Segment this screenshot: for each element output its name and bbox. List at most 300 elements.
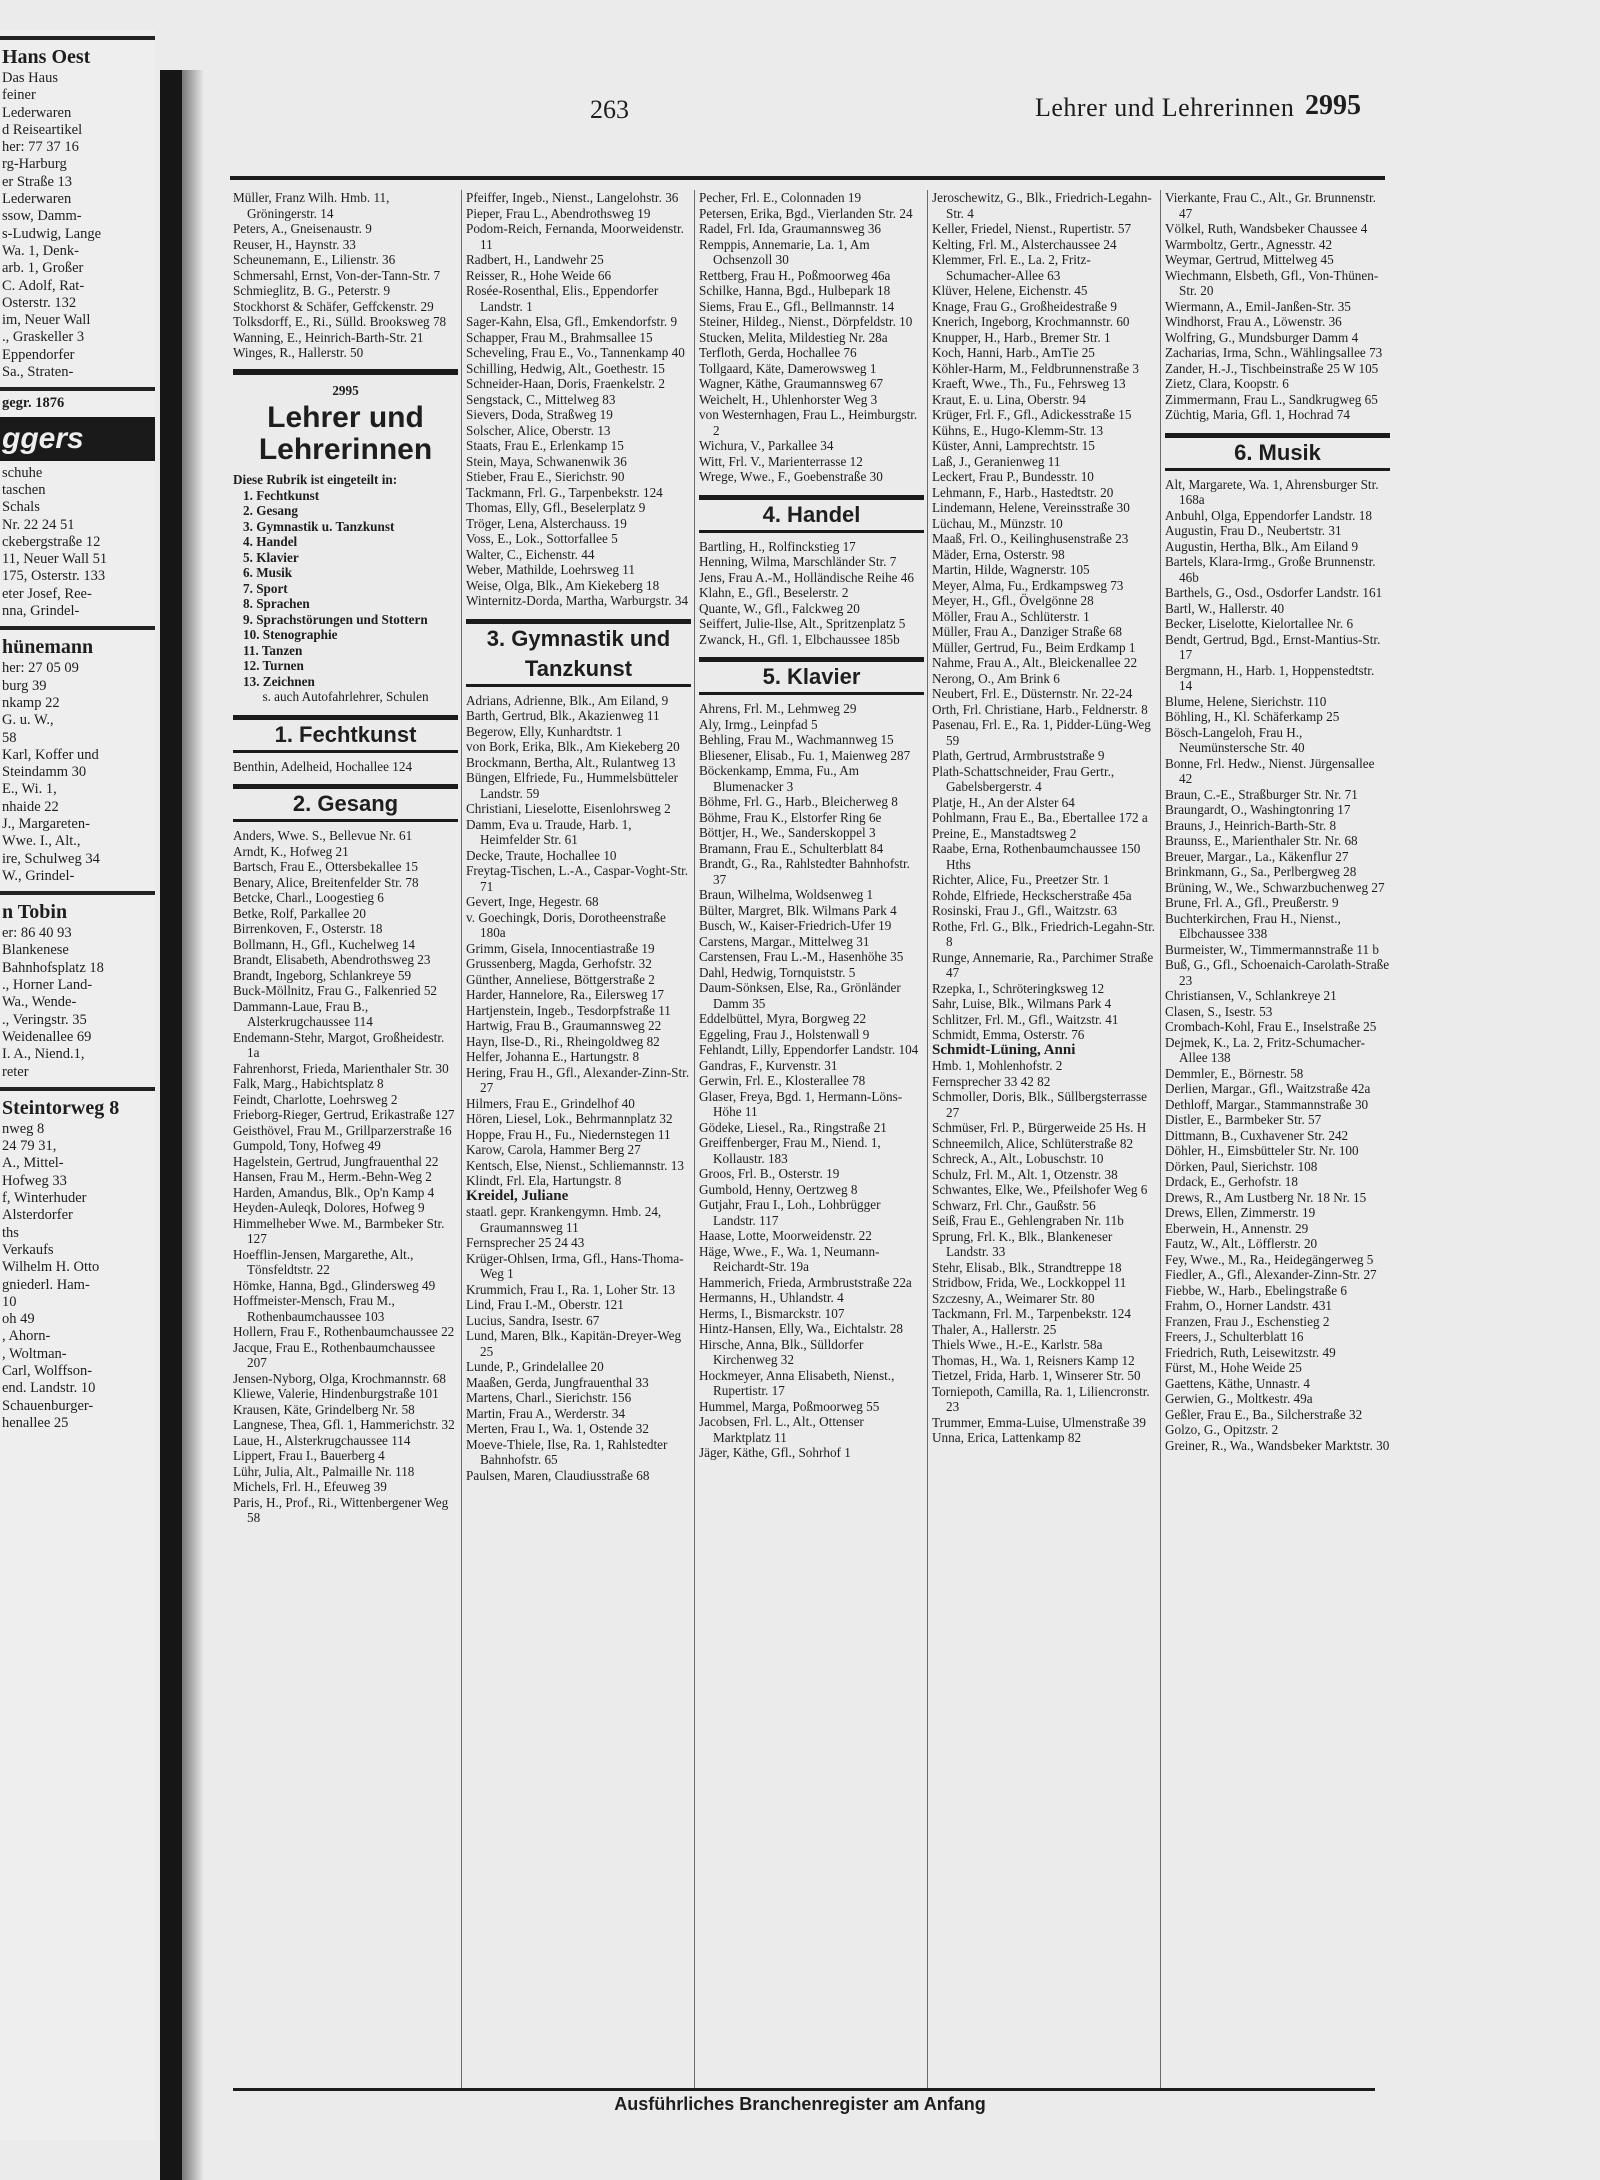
previous-page-line: Steindamm 30 [2, 764, 87, 781]
directory-entry: Gerwien, G., Moltkestr. 49a [1165, 1391, 1313, 1406]
previous-page-line: er Straße 13 [2, 173, 73, 190]
rubric-item: 2. Gesang [243, 503, 298, 518]
directory-entry: Stucken, Melita, Mildestieg Nr. 28a [699, 329, 888, 345]
previous-page-line: , Woltman- [2, 1345, 67, 1362]
directory-entry: Hmb. 1, Mohlenhofstr. 2 [932, 1058, 1063, 1073]
directory-entry: Fahrenhorst, Frieda, Marienthaler Str. 30 [233, 1060, 449, 1076]
previous-page-line: C. Adolf, Rat- [2, 277, 85, 294]
directory-entry: Sager-Kahn, Elsa, Gfl., Emkendorfstr. 9 [466, 314, 678, 329]
directory-entry: Stein, Maya, Schwanenwik 36 [466, 453, 627, 469]
directory-entry: Braunss, E., Marienthaler Str. Nr. 68 [1165, 833, 1358, 848]
directory-entry: Lühr, Julia, Alt., Palmaille Nr. 118 [233, 1463, 415, 1479]
directory-entry: Möller, Frau A., Schlüterstr. 1 [932, 608, 1090, 624]
directory-entry: Krüger-Ohlsen, Irma, Gfl., Hans-Thoma-Weg 1 [466, 1250, 684, 1281]
directory-entry: Jeroschewitz, G., Blk., Friedrich-Legahn-Str. 4 [932, 190, 1152, 221]
entry-list [699, 190, 924, 485]
directory-entry: Himmelheber Wwe. M., Barmbeker Str. 127 [233, 1215, 445, 1246]
directory-entry: Knupper, H., Harb., Bremer Str. 1 [932, 329, 1111, 345]
directory-entry: Maaß, Frl. O., Keilinghusenstraße 23 [932, 531, 1129, 546]
directory-entry: Jacque, Frau E., Rothenbaumchaussee 207 [233, 1339, 436, 1370]
directory-entry: Wiechmann, Elsbeth, Gfl., Von-Thünen-Str. 20 [1165, 267, 1379, 298]
directory-entry: Fürst, M., Hohe Weide 25 [1165, 1360, 1302, 1375]
directory-entry: Distler, E., Barmbeker Str. 57 [1165, 1112, 1322, 1127]
directory-entry: Franzen, Frau J., Eschenstieg 2 [1165, 1313, 1330, 1329]
directory-entry: Brandt, Elisabeth, Abendrothsweg 23 [233, 952, 431, 967]
column-divider [461, 190, 462, 2090]
directory-entry: Döhler, H., Eimsbütteler Str. Nr. 100 [1165, 1143, 1359, 1158]
directory-entry: Wolfring, G., Mundsburger Damm 4 [1165, 329, 1359, 345]
directory-entry: Kelting, Frl. M., Alsterchaussee 24 [932, 236, 1117, 252]
directory-entry: Gerwin, Frl. E., Klosterallee 78 [699, 1073, 866, 1088]
directory-entry: Karow, Carola, Hammer Berg 27 [466, 1142, 641, 1157]
directory-entry: Brüning, W., We., Schwarzbuchenweg 27 [1165, 879, 1385, 895]
previous-page-line: ire, Schulweg 34 [2, 850, 100, 867]
previous-page-line: ths [2, 1224, 19, 1241]
directory-entry: Müller, Gertrud, Fu., Beim Erdkamp 1 [932, 639, 1136, 655]
directory-entry: Brandt, G., Ra., Rahlstedter Bahnhofstr. 37 [699, 856, 910, 887]
footer-rule [233, 2088, 1375, 2091]
directory-entry: Merten, Frau I., Wa. 1, Ostende 32 [466, 1421, 649, 1436]
directory-entry: Anders, Wwe. S., Bellevue Nr. 61 [233, 828, 413, 843]
directory-entry: Hirsche, Anna, Blk., Sülldorfer Kirchenweg 32 [699, 1336, 864, 1367]
directory-entry: Golzo, G., Opitzstr. 2 [1165, 1422, 1279, 1437]
directory-entry: Lund, Maren, Blk., Kapitän-Dreyer-Weg 25 [466, 1328, 682, 1359]
previous-page-line: ., Graskeller 3 [2, 329, 85, 346]
previous-page-line: hünemann [2, 636, 94, 659]
previous-page-line: reter [2, 1063, 29, 1080]
column-5 [1165, 190, 1390, 2090]
previous-page-line: ., Horner Land- [2, 977, 93, 994]
previous-page-line: end. Landstr. 10 [2, 1380, 96, 1397]
directory-entry: Hartwig, Frau B., Graumannsweg 22 [466, 1018, 662, 1033]
directory-entry: Brandt, Ingeborg, Schlankreye 59 [233, 967, 412, 983]
directory-entry: Sahr, Luise, Blk., Wilmans Park 4 [932, 996, 1112, 1011]
directory-entry: Orth, Frl. Christiane, Harb., Feldnerstr. 8 [932, 701, 1148, 717]
directory-entry: Dahl, Hedwig, Tornquiststr. 5 [699, 964, 856, 980]
directory-entry: Winges, R., Hallerstr. 50 [233, 345, 364, 360]
directory-entry: Völkel, Ruth, Wandsbeker Chaussee 4 [1165, 221, 1368, 236]
directory-entry: Schmüser, Frl. P., Bürgerweide 25 Hs. H [932, 1120, 1147, 1135]
directory-entry: Moeve-Thiele, Ilse, Ra. 1, Rahlstedter Bahnhofstr. 65 [466, 1436, 668, 1467]
previous-page-line: 58 [2, 729, 17, 746]
directory-entry: Tackmann, Frl. M., Tarpenbekstr. 124 [932, 1306, 1131, 1321]
directory-entry: Thomas, H., Wa. 1, Reisners Kamp 12 [932, 1352, 1135, 1368]
directory-entry: Jensen-Nyborg, Olga, Krochmannstr. 68 [233, 1370, 446, 1386]
column-1 [233, 190, 458, 2090]
directory-entry: Geisthövel, Frau M., Grillparzerstraße 16 [233, 1122, 452, 1138]
directory-entry: Solscher, Alice, Oberstr. 13 [466, 422, 611, 438]
directory-entry: Eddelbüttel, Myra, Borgweg 22 [699, 1011, 867, 1026]
directory-entry: Stieber, Frau E., Sierichstr. 90 [466, 469, 625, 484]
directory-entry: Hintz-Hansen, Elly, Wa., Eichtalstr. 28 [699, 1321, 904, 1336]
previous-page-line: Hans Oest [2, 46, 91, 68]
directory-entry: Hansen, Frau M., Herm.-Behn-Weg 2 [233, 1169, 432, 1184]
directory-entry: Lind, Frau I.-M., Oberstr. 121 [466, 1297, 624, 1312]
ad-box-rule [0, 36, 155, 40]
directory-entry: Schmidt, Emma, Osterstr. 76 [932, 1027, 1085, 1042]
directory-entry: Gaettens, Käthe, Unnastr. 4 [1165, 1375, 1311, 1391]
directory-entry: Tietzel, Frida, Harb. 1, Winserer Str. 50 [932, 1368, 1141, 1383]
directory-entry: Stehr, Elisab., Blk., Strandtreppe 18 [932, 1259, 1122, 1275]
rubric-item: 4. Handel [243, 534, 298, 549]
previous-page-line: her: 27 05 09 [2, 660, 79, 677]
directory-entry: Dethloff, Margar., Stammannstraße 30 [1165, 1096, 1369, 1112]
directory-entry: Dejmek, K., La. 2, Fritz-Schumacher-Allee 138 [1165, 1034, 1366, 1065]
directory-entry: Bartsch, Frau E., Ottersbekallee 15 [233, 859, 418, 874]
directory-entry: Plath, Gertrud, Armbruststraße 9 [932, 748, 1105, 763]
directory-entry: Bendt, Gertrud, Bgd., Ernst-Mantius-Str. 17 [1165, 631, 1381, 662]
previous-page-line: Hofweg 33 [2, 1172, 67, 1189]
directory-entry: Bösch-Langeloh, Frau H., Neumünstersche Str. 40 [1165, 724, 1305, 755]
directory-entry: Gandras, F., Kurvenstr. 31 [699, 1057, 838, 1073]
directory-entry: Böttjer, H., We., Sanderskoppel 3 [699, 825, 876, 840]
directory-entry: Kraut, E. u. Lina, Oberstr. 94 [932, 391, 1086, 407]
directory-entry: Gumpold, Tony, Hofweg 49 [233, 1138, 381, 1153]
previous-page-line: arb. 1, Großer [2, 260, 84, 277]
previous-page-line: s-Ludwig, Lange [2, 225, 102, 242]
previous-page-line: her: 77 37 16 [2, 139, 79, 156]
entry-list [233, 828, 458, 1526]
directory-entry: Klemmer, Frl. E., La. 2, Fritz-Schumacher-Allee 63 [932, 252, 1091, 283]
directory-entry: Rzepka, I., Schröteringksweg 12 [932, 980, 1105, 996]
directory-entry: Böckenkamp, Emma, Fu., Am Blumenacker 3 [699, 763, 860, 794]
directory-entry: Grimm, Gisela, Innocentiastraße 19 [466, 940, 655, 956]
previous-page-line: Carl, Wolffson- [2, 1363, 93, 1379]
gutter-shadow [182, 70, 204, 2180]
ad-box-rule [0, 891, 155, 895]
directory-entry: Scheveling, Frau E., Vo., Tannenkamp 40 [466, 345, 685, 360]
previous-page-line: Nr. 22 24 51 [2, 516, 75, 533]
directory-entry: Maaßen, Gerda, Jungfrauenthal 33 [466, 1374, 649, 1390]
directory-entry: Paulsen, Maren, Claudiusstraße 68 [466, 1467, 650, 1483]
directory-entry: Unna, Erica, Lattenkamp 82 [932, 1430, 1082, 1445]
section-klavier: 5. Klavier [699, 657, 924, 695]
directory-entry: Braun, C.-E., Straßburger Str. Nr. 71 [1165, 786, 1358, 802]
directory-entry: Burmeister, W., Timmermannstraße 11 b [1165, 941, 1379, 957]
directory-entry: Hartjenstein, Ingeb., Tesdorpfstraße 11 [466, 1002, 671, 1018]
directory-entry: Trummer, Emma-Luise, Ulmenstraße 39 [932, 1414, 1146, 1430]
directory-entry: Winternitz-Dorda, Martha, Warburgstr. 34 [466, 593, 689, 608]
previous-page-line: I. A., Niend.1, [2, 1046, 85, 1063]
directory-entry: Langnese, Thea, Gfl. 1, Hammerichstr. 32 [233, 1417, 455, 1432]
directory-entry: Dittmann, B., Cuxhavener Str. 242 [1165, 1127, 1349, 1143]
previous-page-line: 175, Osterstr. 133 [2, 568, 106, 585]
directory-entry: Siems, Frau E., Gfl., Bellmannstr. 14 [699, 298, 895, 314]
directory-entry: Hummel, Marga, Poßmoorweg 55 [699, 1398, 880, 1414]
directory-entry: Richter, Alice, Fu., Preetzer Str. 1 [932, 872, 1110, 887]
previous-page-line: schuhe [2, 464, 43, 481]
directory-entry: Fernsprecher 33 42 82 [932, 1073, 1051, 1089]
header-rule [230, 176, 1385, 180]
directory-entry: Anbuhl, Olga, Eppendorfer Landstr. 18 [1165, 507, 1372, 523]
directory-entry: Groos, Frl. B., Osterstr. 19 [699, 1166, 840, 1181]
directory-entry: Harden, Amandus, Blk., Op'n Kamp 4 [233, 1184, 435, 1200]
directory-entry: Heyden-Auleqk, Dolores, Hofweg 9 [233, 1200, 425, 1215]
directory-entry: Zwanck, H., Gfl. 1, Elbchaussee 185b [699, 631, 900, 647]
directory-entry: Krausen, Käte, Grindelberg Nr. 58 [233, 1401, 415, 1417]
previous-page-line: J., Margareten- [2, 815, 90, 832]
directory-entry: Rettberg, Frau H., Poßmoorweg 46a [699, 267, 891, 283]
directory-entry: Rohde, Elfriede, Heckscherstraße 45a [932, 887, 1132, 903]
directory-entry: Meyer, H., Gfl., Övelgönne 28 [932, 593, 1094, 608]
directory-entry: Müller, Frau A., Danziger Straße 68 [932, 624, 1122, 639]
previous-page-line: A., Mittel- [2, 1155, 64, 1172]
directory-entry: Tollgaard, Käte, Damerowsweg 1 [699, 360, 877, 376]
directory-entry: Rothe, Frl. G., Blk., Friedrich-Legahn-Str. 8 [932, 918, 1156, 949]
directory-entry: Lucius, Sandra, Isestr. 67 [466, 1312, 600, 1328]
directory-entry: Begerow, Elly, Kunhardtstr. 1 [466, 723, 623, 739]
directory-entry: Buß, G., Gfl., Schoenaich-Carolath-Straße 23 [1165, 957, 1390, 988]
directory-entry: Podom-Reich, Fernanda, Moorweidenstr. 11 [466, 221, 684, 252]
previous-page-line: 24 79 31, [2, 1138, 57, 1155]
directory-entry: Bartels, Klara-Irmg., Große Brunnenstr. 46b [1165, 554, 1376, 585]
directory-entry: Zietz, Clara, Koopstr. 6 [1165, 376, 1289, 391]
previous-page-line: nna, Grindel- [2, 603, 80, 620]
directory-entry: Schmieglitz, B. G., Peterstr. 9 [233, 283, 391, 298]
directory-entry: Betke, Rolf, Parkallee 20 [233, 905, 366, 921]
directory-entry: Martens, Charl., Sierichstr. 156 [466, 1390, 632, 1405]
column-divider [1160, 190, 1161, 2090]
directory-entry: Bergmann, H., Harb. 1, Hoppenstedtstr. 14 [1165, 662, 1375, 693]
previous-page-line: Lederwaren [2, 191, 72, 208]
directory-entry: Endemann-Stehr, Margot, Großheidestr. 1a [233, 1029, 445, 1060]
directory-entry: Augustin, Frau D., Neubertstr. 31 [1165, 523, 1342, 538]
previous-page-line: G. u. W., [2, 712, 54, 729]
directory-entry: Fautz, W., Alt., Löfflerstr. 20 [1165, 1236, 1318, 1251]
directory-entry: Eggeling, Frau J., Holstenwall 9 [699, 1026, 870, 1042]
directory-entry: Schwantes, Elke, We., Pfeilshofer Weg 6 [932, 1182, 1148, 1197]
previous-page-line: Wilhelm H. Otto [2, 1259, 100, 1276]
directory-entry: Kliewe, Valerie, Hindenburgstraße 101 [233, 1386, 439, 1401]
directory-entry: Raabe, Erna, Rothenbaumchaussee 150 Hths [932, 841, 1141, 872]
divider [233, 369, 458, 375]
directory-entry: Hilmers, Frau E., Grindelhof 40 [466, 1095, 635, 1111]
previous-page-line: Blankenese [2, 942, 69, 959]
column-divider [927, 190, 928, 2090]
directory-entry: Schapper, Frau M., Brahmsallee 15 [466, 329, 653, 345]
directory-entry: Martin, Hilde, Wagnerstr. 105 [932, 562, 1090, 577]
directory-entry: Michels, Frl. H., Efeuweg 39 [233, 1479, 387, 1494]
directory-entry: Brinkmann, G., Sa., Perlbergweg 28 [1165, 864, 1357, 879]
directory-entry: Weymar, Gertrud, Mittelweg 45 [1165, 252, 1334, 267]
see-also: s. auch Autofahrlehrer, Schulen [262, 689, 429, 704]
directory-entry: Schulz, Frl. M., Alt. 1, Otzenstr. 38 [932, 1166, 1118, 1182]
directory-entry: Pfeiffer, Ingeb., Nienst., Langelohstr. 36 [466, 190, 679, 205]
directory-entry: Helfer, Johanna E., Hartungstr. 8 [466, 1049, 640, 1064]
column-3 [699, 190, 924, 2090]
previous-page-line: gegr. 1876 [2, 395, 65, 412]
directory-entry: Köhler-Harm, M., Feldbrunnenstraße 3 [932, 360, 1140, 376]
directory-entry: Schmersahl, Ernst, Von-der-Tann-Str. 7 [233, 267, 441, 283]
directory-entry: Greiffenberger, Frau M., Niend. 1, Kollaustr. 183 [699, 1135, 881, 1166]
directory-entry: Schilling, Hedwig, Alt., Goethestr. 15 [466, 360, 665, 376]
directory-entry: Weise, Olga, Blk., Am Kiekeberg 18 [466, 577, 660, 593]
directory-entry: Klahn, E., Gfl., Beselerstr. 2 [699, 585, 849, 600]
directory-entry: Martin, Frau A., Werderstr. 34 [466, 1405, 626, 1421]
directory-entry: Platje, H., An der Alster 64 [932, 794, 1075, 810]
directory-entry: Walter, C., Eichenstr. 44 [466, 546, 595, 562]
previous-page-line: Eppendorfer [2, 346, 75, 363]
directory-entry: von Westernhagen, Frau L., Heimburgstr. 2 [699, 407, 918, 438]
previous-page-line: ggers [0, 417, 155, 461]
previous-page-fragment [0, 30, 155, 2140]
directory-entry: Bülter, Margret, Blk. Wilmans Park 4 [699, 902, 897, 918]
directory-entry: Carstensen, Frau L.-M., Hasenhöhe 35 [699, 949, 904, 964]
previous-page-line: Lederwaren [2, 104, 72, 121]
rubric-code-box: 2995 [332, 382, 359, 398]
page-title: Lehrer und Lehrerinnen [1035, 93, 1295, 122]
directory-entry: Neubert, Frl. E., Düsternstr. Nr. 22-24 [932, 686, 1133, 701]
directory-entry: Szczesny, A., Weimarer Str. 80 [932, 1290, 1095, 1306]
directory-entry: Quante, W., Gfl., Falckweg 20 [699, 600, 860, 616]
directory-entry: Becker, Liselotte, Kielortallee Nr. 6 [1165, 616, 1354, 631]
page-number: 263 [590, 95, 629, 124]
directory-entry: Rosinski, Frau J., Gfl., Waitzstr. 63 [932, 903, 1118, 918]
directory-entry: Gödeke, Liesel., Ra., Ringstraße 21 [699, 1119, 887, 1135]
directory-entry: Mäder, Erna, Osterstr. 98 [932, 546, 1065, 562]
directory-entry: Adrians, Adrienne, Blk., Am Eiland, 9 [466, 692, 669, 708]
rubric-item: 8. Sprachen [243, 596, 310, 611]
section-fechtkunst: 1. Fechtkunst [233, 715, 458, 753]
directory-entry: Gumbold, Henny, Oertzweg 8 [699, 1181, 858, 1197]
directory-entry: Böhme, Frl. G., Harb., Bleicherweg 8 [699, 794, 898, 809]
directory-entry: Friedrich, Ruth, Leisewitzstr. 49 [1165, 1344, 1336, 1360]
directory-entry: Schneemilch, Alice, Schlüterstraße 82 [932, 1135, 1134, 1151]
directory-entry: Meyer, Alma, Fu., Erdkampsweg 73 [932, 577, 1124, 593]
directory-entry: Christiansen, V., Schlankreye 21 [1165, 988, 1337, 1003]
rubric-intro: Diese Rubrik ist eingeteilt in: [233, 472, 398, 487]
directory-entry: Jens, Frau A.-M., Holländische Reihe 46 [699, 569, 914, 585]
directory-entry: Häge, Wwe., F., Wa. 1, Neumann-Reichardt-Str. 19a [699, 1243, 880, 1274]
directory-entry: Freers, J., Schulterblatt 16 [1165, 1329, 1304, 1344]
directory-entry: v. Goechingk, Doris, Dorotheenstraße 180a [466, 909, 666, 940]
directory-entry: Bartling, H., Rolfinckstieg 17 [699, 538, 856, 554]
entry-list [466, 693, 691, 1484]
directory-entry: Sengstack, C., Mittelweg 83 [466, 391, 616, 407]
directory-entry: Jäger, Käthe, Gfl., Sohrhof 1 [699, 1445, 851, 1460]
directory-entry: Barth, Gertrud, Blk., Akazienweg 11 [466, 708, 660, 723]
previous-page-line: gniederl. Ham- [2, 1276, 90, 1293]
directory-entry: Fey, Wwe., M., Ra., Heidegängerweg 5 [1165, 1251, 1374, 1267]
directory-entry: Bliesener, Elisab., Fu. 1, Maienweg 287 [699, 747, 911, 763]
directory-entry: Weichelt, H., Uhlenhorster Weg 3 [699, 391, 878, 407]
directory-entry: Behling, Frau M., Wachmannweg 15 [699, 732, 894, 747]
directory-entry: Decke, Traute, Hochallee 10 [466, 847, 617, 863]
directory-entry: Böhling, H., Kl. Schäferkamp 25 [1165, 709, 1340, 724]
entry-list [233, 759, 458, 775]
directory-entry: Pecher, Frl. E., Colonnaden 19 [699, 190, 862, 205]
previous-page-line: taschen [2, 481, 46, 498]
directory-entry: Kentsch, Else, Nienst., Schliemannstr. 13 [466, 1157, 684, 1173]
previous-page-line: Karl, Koffer und [2, 746, 99, 763]
directory-entry: Fehlandt, Lilly, Eppendorfer Landstr. 104 [699, 1042, 919, 1057]
directory-entry: Stridbow, Frida, We., Lockkoppel 11 [932, 1275, 1127, 1290]
previous-page-line: Wwe. I., Alt., [2, 833, 81, 850]
directory-entry: Feindt, Charlotte, Loehrsweg 2 [233, 1091, 398, 1107]
previous-page-line: n Tobin [2, 901, 68, 924]
entry-list [233, 190, 458, 361]
directory-entry: Betcke, Charl., Loogestieg 6 [233, 890, 384, 905]
previous-page-line: Schauenburger- [2, 1397, 94, 1414]
directory-entry: Klüver, Helene, Eichenstr. 45 [932, 283, 1088, 298]
directory-entry: Aly, Irmg., Leinpfad 5 [699, 716, 818, 732]
entry-list [699, 701, 924, 1461]
directory-entry: Herms, I., Bismarckstr. 107 [699, 1305, 845, 1321]
directory-entry: Klindt, Frl. Ela, Hartungstr. 8 [466, 1173, 622, 1188]
directory-entry: Müller, Franz Wilh. Hmb. 11, Gröningerstr. 14 [233, 190, 390, 221]
directory-entry: Terfloth, Gerda, Hochallee 76 [699, 345, 857, 360]
directory-entry: Henning, Wilma, Marschländer Str. 7 [699, 554, 897, 569]
directory-entry: Bonne, Frl. Hedw., Nienst. Jürgensallee 42 [1165, 755, 1375, 786]
directory-entry: Preine, E., Manstadtsweg 2 [932, 825, 1077, 841]
previous-page-line: f, Winterhuder [2, 1190, 87, 1207]
previous-page-line: nkamp 22 [2, 694, 60, 711]
directory-entry: Laue, H., Alsterkrugchaussee 114 [233, 1432, 411, 1448]
previous-page-line: nhaide 22 [2, 798, 59, 815]
directory-entry: Tröger, Lena, Alsterchauss. 19 [466, 515, 627, 531]
previous-page-line: feiner [2, 87, 36, 104]
previous-page-line: Wa. 1, Denk- [2, 242, 79, 259]
directory-entry: Voss, E., Lok., Sottorfallee 5 [466, 531, 618, 546]
directory-entry: Ahrens, Frl. M., Lehmweg 29 [699, 701, 857, 716]
directory-entry: Gutjahr, Frau I., Loh., Lohbrügger Landstr. 117 [699, 1197, 881, 1228]
directory-entry: Demmler, E., Börnestr. 58 [1165, 1065, 1304, 1081]
directory-entry: Sprung, Frl. K., Blk., Blankeneser Landstr. 33 [932, 1228, 1113, 1259]
entry-list [1165, 190, 1390, 423]
directory-entry: Seiffert, Julie-Ilse, Alt., Spritzenplatz 5 [699, 616, 906, 631]
directory-entry: Schlitzer, Frl. M., Gfl., Waitzstr. 41 [932, 1011, 1119, 1027]
previous-page-line: er: 86 40 93 [2, 925, 72, 942]
directory-entry: Küster, Anni, Lamprechtstr. 15 [932, 438, 1095, 453]
directory-entry: Witt, Frl. V., Marienterrasse 12 [699, 453, 863, 469]
section-musik: 6. Musik [1165, 433, 1390, 471]
directory-entry: Seiß, Frau E., Gehlengraben Nr. 11b [932, 1213, 1124, 1228]
previous-page-line: nweg 8 [2, 1120, 45, 1137]
directory-entry: Carstens, Margar., Mittelweg 31 [699, 933, 870, 949]
directory-entry: Breuer, Margar., La., Käkenflur 27 [1165, 848, 1349, 864]
directory-entry: Reuser, H., Haynstr. 33 [233, 236, 356, 252]
directory-entry: Paris, H., Prof., Ri., Wittenbergener Weg 58 [233, 1494, 449, 1525]
directory-entry: Laß, J., Geranienweg 11 [932, 453, 1061, 469]
previous-page-line: ckebergstraße 12 [2, 533, 101, 550]
directory-entry: Hömke, Hanna, Bgd., Glindersweg 49 [233, 1277, 436, 1293]
directory-entry: Greiner, R., Wa., Wandsbeker Marktstr. 30 [1165, 1437, 1390, 1453]
directory-entry: Schmidt-Lüning, Anni [932, 1041, 1076, 1058]
directory-entry: Hagelstein, Gertrud, Jungfrauenthal 22 [233, 1153, 439, 1169]
directory-entry: Sievers, Doda, Straßweg 19 [466, 407, 613, 422]
directory-entry: Augustin, Hertha, Blk., Am Eiland 9 [1165, 538, 1359, 554]
directory-entry: Thomas, Elly, Gfl., Beselerplatz 9 [466, 500, 646, 515]
directory-entry: Zander, H.-J., Tischbeinstraße 25 W 105 [1165, 360, 1379, 376]
directory-entry: Nahme, Frau A., Alt., Bleickenallee 22 [932, 655, 1138, 670]
directory-entry: Bartl, W., Hallerstr. 40 [1165, 600, 1285, 616]
directory-entry: Grussenberg, Magda, Gerhofstr. 32 [466, 956, 652, 971]
directory-entry: Kreidel, Juliane [466, 1187, 569, 1204]
directory-entry: Geßler, Frau E., Ba., Silcherstraße 32 [1165, 1406, 1363, 1422]
directory-entry: von Bork, Erika, Blk., Am Kiekeberg 20 [466, 739, 680, 754]
directory-entry: Krummich, Frau I., Ra. 1, Loher Str. 13 [466, 1281, 676, 1297]
directory-entry: Pieper, Frau L., Abendrothsweg 19 [466, 205, 651, 221]
directory-entry: Hayn, Ilse-D., Ri., Rheingoldweg 82 [466, 1033, 660, 1049]
directory-entry: Lehmann, F., Harb., Hastedtstr. 20 [932, 484, 1114, 500]
previous-page-line: Osterstr. 132 [2, 294, 77, 311]
ad-box-rule [0, 626, 155, 630]
directory-entry: Gevert, Inge, Hegestr. 68 [466, 894, 599, 909]
directory-entry: Wanning, E., Heinrich-Barth-Str. 21 [233, 329, 424, 345]
directory-entry: Hammerich, Frieda, Armbruststraße 22a [699, 1274, 912, 1290]
previous-page-line: im, Neuer Wall [2, 312, 91, 329]
previous-page-line: 11, Neuer Wall 51 [2, 551, 108, 568]
